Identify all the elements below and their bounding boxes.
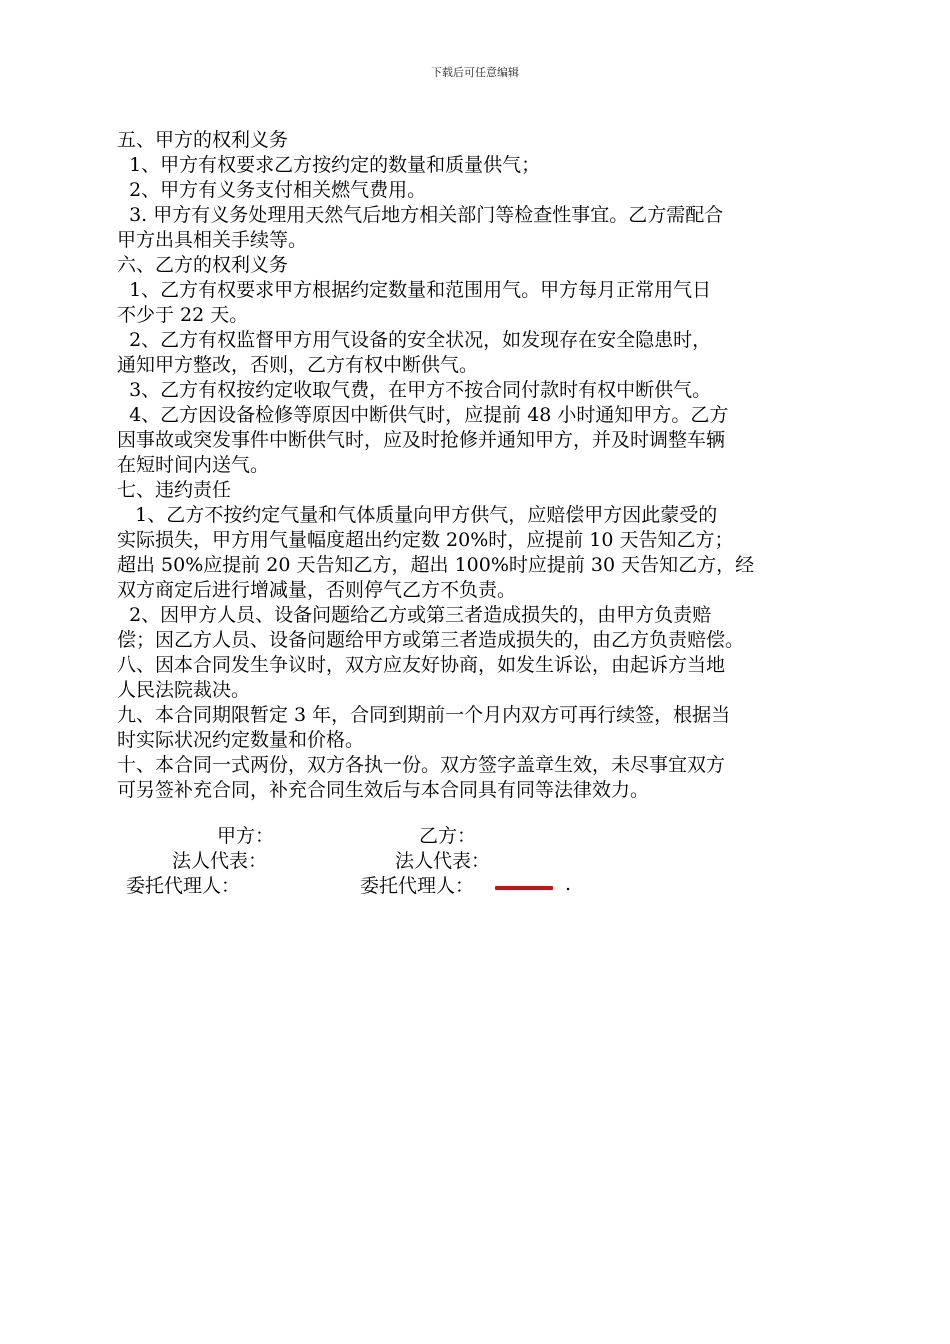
clause-line: 1、乙方不按约定气量和气体质量向甲方供气，应赔偿甲方因此蒙受的 <box>117 504 718 526</box>
clause-line: 2、因甲方人员、设备问题给乙方或第三者造成损失的，由甲方负责赔 <box>117 604 712 626</box>
section-heading-10: 十、本合同一式两份，双方各执一份。双方签字盖章生效，未尽事宜双方 <box>117 754 726 776</box>
signature-row-agent <box>117 874 849 899</box>
clause-line: 1、乙方有权要求甲方根据约定数量和范围用气。甲方每月正常用气日 <box>117 279 712 301</box>
clause-line: 4、乙方因设备检修等原因中断供气时，应提前 48 小时通知甲方。乙方 <box>117 404 729 426</box>
trailing-period: . <box>565 873 572 895</box>
clause-line: 2、乙方有权监督甲方用气设备的安全状况，如发现存在安全隐患时， <box>117 329 712 351</box>
clause-line: 双方商定后进行增减量，否则停气乙方不负责。 <box>117 579 517 601</box>
clause-line: 1、甲方有权要求乙方按约定的数量和质量供气； <box>117 154 541 176</box>
clause-line: 超出 50%应提前 20 天告知乙方，超出 100%时应提前 30 天告知乙方，经 <box>117 554 755 576</box>
clause-line: 时实际状况约定数量和价格。 <box>117 729 365 751</box>
clause-line: 2、甲方有义务支付相关燃气费用。 <box>117 179 427 201</box>
signature-row-party <box>117 824 849 849</box>
signature-line-mark <box>495 886 553 890</box>
agent-a-label: 委托代理人： <box>126 875 241 897</box>
section-heading-7: 七、违约责任 <box>117 479 232 501</box>
page-header: 下载后可任意编辑 <box>431 66 519 79</box>
section-heading-9: 九、本合同期限暂定 3 年，合同到期前一个月内双方可再行续签，根据当 <box>117 704 731 726</box>
clause-line: 3、乙方有权按约定收取气费，在甲方不按合同付款时有权中断供气。 <box>117 379 712 401</box>
clause-line: 可另签补充合同，补充合同生效后与本合同具有同等法律效力。 <box>117 779 650 801</box>
legal-rep-a-label: 法人代表： <box>172 850 268 872</box>
clause-line: 人民法院裁决。 <box>117 679 251 701</box>
clause-line: 在短时间内送气。 <box>117 454 270 476</box>
clause-line: 甲方出具相关手续等。 <box>117 229 308 251</box>
section-heading-8: 八、因本合同发生争议时，双方应友好协商，如发生诉讼，由起诉方当地 <box>117 654 726 676</box>
section-heading-5: 五、甲方的权利义务 <box>117 129 289 151</box>
clause-line: 实际损失，甲方用气量幅度超出约定数 20%时，应提前 10 天告知乙方； <box>117 529 734 551</box>
section-heading-6: 六、乙方的权利义务 <box>117 254 289 276</box>
clause-line: 不少于 22 天。 <box>117 304 249 326</box>
clause-line: 3. 甲方有义务处理用天然气后地方相关部门等检查性事宜。乙方需配合 <box>117 204 724 226</box>
party-b-label: 乙方： <box>419 825 477 847</box>
legal-rep-b-label: 法人代表： <box>395 850 491 872</box>
contract-body <box>117 128 849 803</box>
agent-b-label: 委托代理人： <box>360 875 475 897</box>
clause-line: 偿；因乙方人员、设备问题给甲方或第三者造成损失的，由乙方负责赔偿。 <box>117 629 745 651</box>
signature-row-legal-rep <box>117 849 849 874</box>
signature-block <box>117 824 849 899</box>
clause-line: 因事故或突发事件中断供气时，应及时抢修并通知甲方，并及时调整车辆 <box>117 429 726 451</box>
clause-line: 通知甲方整改，否则，乙方有权中断供气。 <box>117 354 479 376</box>
party-a-label: 甲方： <box>217 825 275 847</box>
